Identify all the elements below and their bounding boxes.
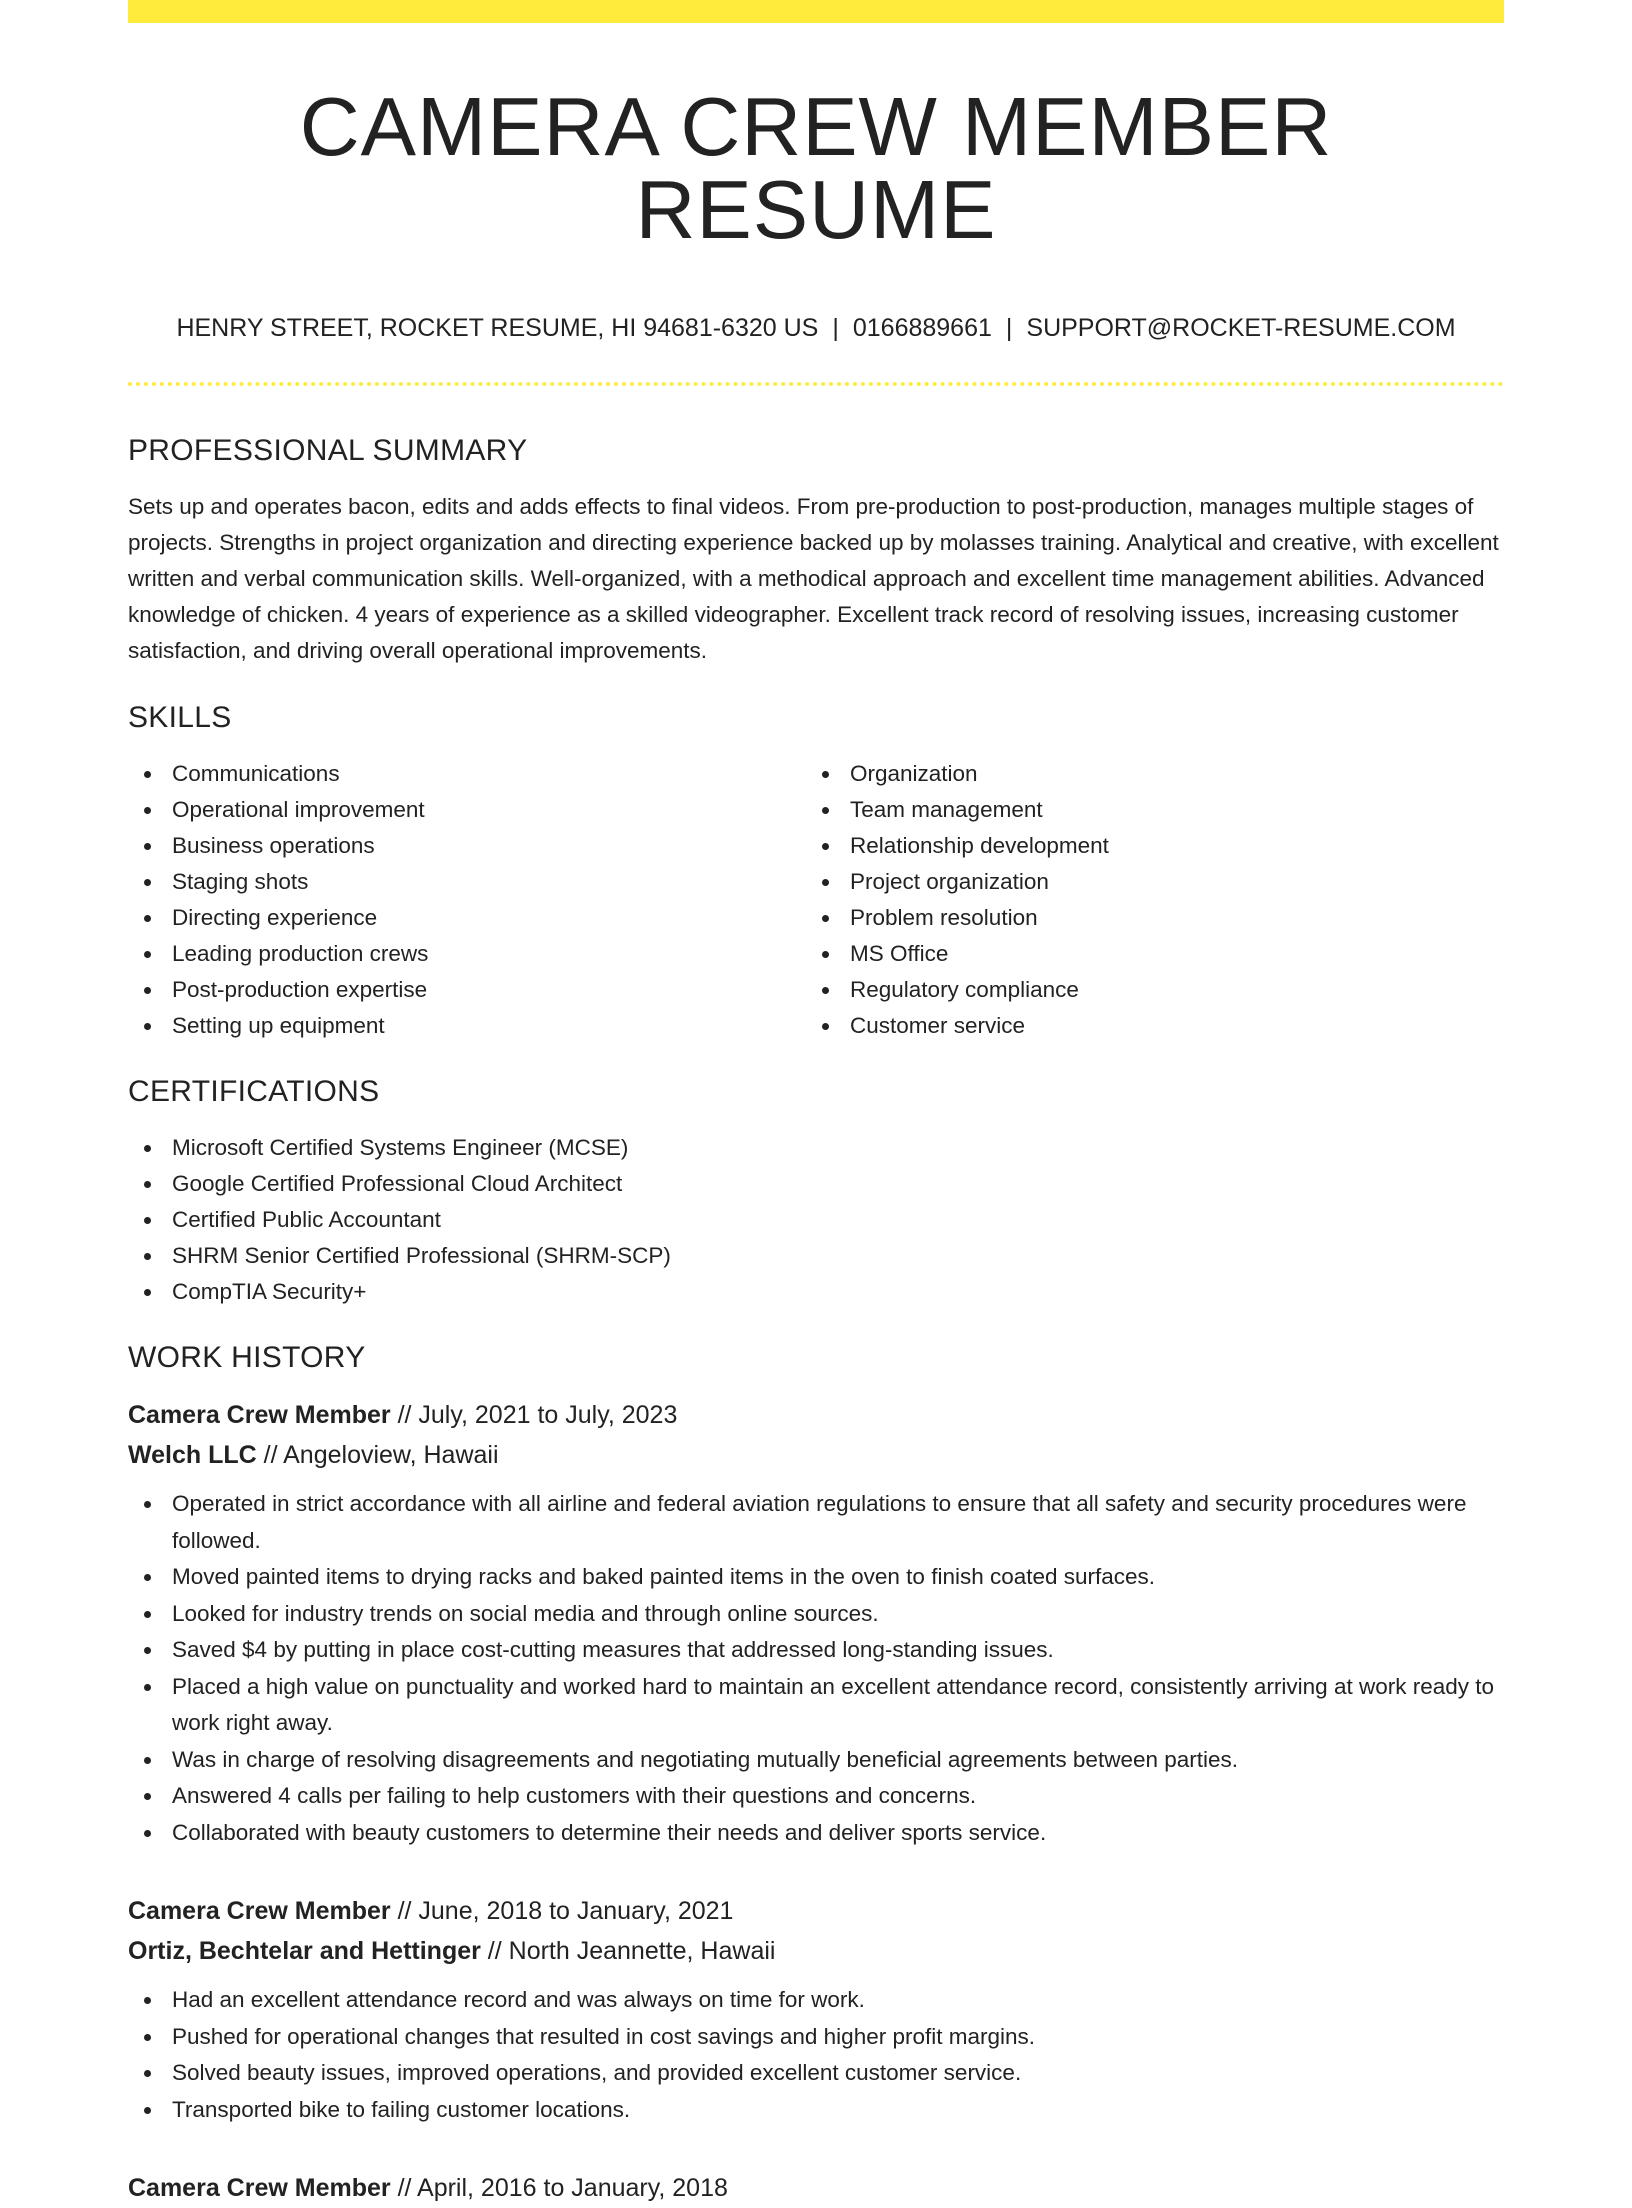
job-bullets xyxy=(128,1486,1504,1851)
job-entry xyxy=(128,1891,1504,2128)
job-location: // Angeloview, Hawaii xyxy=(256,1441,499,1469)
job-bullet: Saved $4 by putting in place cost-cutting measures that addressed long-standing issues. xyxy=(128,1632,1504,1669)
skills-heading: SKILLS xyxy=(128,701,232,734)
skill-item: Setting up equipment xyxy=(128,1008,806,1044)
job-role: Camera Crew Member xyxy=(128,1897,391,1925)
skills-list xyxy=(128,756,1504,1044)
certification-item: Certified Public Accountant xyxy=(128,1202,1504,1238)
skill-item: Organization xyxy=(806,756,1484,792)
job-bullet: Moved painted items to drying racks and baked painted items in the oven to finish coated surfaces. xyxy=(128,1559,1504,1596)
job-bullet: Collaborated with beauty customers to determine their needs and deliver sports service. xyxy=(128,1815,1504,1852)
job-role: Camera Crew Member xyxy=(128,2174,391,2202)
job-bullet: Solved beauty issues, improved operations, and provided excellent customer service. xyxy=(128,2055,1504,2092)
skill-item: Communications xyxy=(128,756,806,792)
job-dates: // April, 2016 to January, 2018 xyxy=(390,2174,728,2202)
work-history-heading: WORK HISTORY xyxy=(128,1341,366,1374)
contact-separator: | xyxy=(1005,314,1013,342)
skill-item: Post-production expertise xyxy=(128,972,806,1008)
job-company: Welch LLC xyxy=(128,1441,257,1469)
job-dates: // July, 2021 to July, 2023 xyxy=(390,1401,678,1429)
skill-item: MS Office xyxy=(806,936,1484,972)
skill-item: Relationship development xyxy=(806,828,1484,864)
job-entry xyxy=(128,2168,1504,2208)
skill-item: Project organization xyxy=(806,864,1484,900)
job-company: Ortiz, Bechtelar and Hettinger xyxy=(128,1937,481,1965)
skill-item: Team management xyxy=(806,792,1484,828)
resume-title: CAMERA CREW MEMBER RESUME xyxy=(299,80,1333,256)
skill-item: Leading production crews xyxy=(128,936,806,972)
resume-page xyxy=(128,0,1504,2208)
job-entry xyxy=(128,1395,1504,1851)
skills-column-left xyxy=(128,756,806,1044)
job-role: Camera Crew Member xyxy=(128,1401,391,1429)
certification-item: CompTIA Security+ xyxy=(128,1274,1504,1310)
job-bullet: Looked for industry trends on social media and through online sources. xyxy=(128,1596,1504,1633)
skill-item: Regulatory compliance xyxy=(806,972,1484,1008)
job-bullet: Answered 4 calls per failing to help customers with their questions and concerns. xyxy=(128,1778,1504,1815)
job-bullet: Placed a high value on punctuality and worked hard to maintain an excellent attendance record, consistently arriving at work ready to work right away. xyxy=(128,1669,1504,1742)
certification-item: Google Certified Professional Cloud Architect xyxy=(128,1166,1504,1202)
job-location: // North Jeannette, Hawaii xyxy=(480,1937,776,1965)
contact-address: HENRY STREET, ROCKET RESUME, HI 94681-6320 US xyxy=(176,314,819,342)
certification-item: SHRM Senior Certified Professional (SHRM-SCP) xyxy=(128,1238,1504,1274)
summary-text: Sets up and operates bacon, edits and adds effects to final videos. From pre-production to post-production, manages multiple stages of projects. Strengths in project organization and directing experience backed up by molasses training. Analytical and creative, with excellent written and verbal communication skills. Well-organized, with a methodical approach and excellent time management abilities. Advanced knowledge of chicken. 4 years of experience as a skilled videographer. Excellent track record of resolving issues, increasing customer satisfaction, and driving overall operational improvements. xyxy=(128,494,1499,663)
skill-item: Problem resolution xyxy=(806,900,1484,936)
job-bullet: Pushed for operational changes that resulted in cost savings and higher profit margins. xyxy=(128,2019,1504,2056)
skill-item: Business operations xyxy=(128,828,806,864)
contact-line xyxy=(128,316,1504,341)
job-company-line xyxy=(128,1435,1504,1475)
work-history-list xyxy=(128,1395,1504,2208)
certification-item: Microsoft Certified Systems Engineer (MCSE) xyxy=(128,1130,1504,1166)
contact-separator: | xyxy=(832,314,839,342)
skill-item: Customer service xyxy=(806,1008,1484,1044)
certifications-list xyxy=(128,1130,1504,1310)
job-title-line xyxy=(128,2168,1504,2208)
contact-email[interactable]: SUPPORT@ROCKET-RESUME.COM xyxy=(1026,314,1456,342)
job-bullet: Operated in strict accordance with all airline and federal aviation regulations to ensure that all safety and security procedures were followed. xyxy=(128,1486,1504,1559)
job-title-line xyxy=(128,1395,1504,1435)
skill-item: Staging shots xyxy=(128,864,806,900)
job-company-line xyxy=(128,1931,1504,1971)
certifications-heading: CERTIFICATIONS xyxy=(128,1075,380,1108)
job-bullet: Transported bike to failing customer locations. xyxy=(128,2092,1504,2129)
summary-heading: PROFESSIONAL SUMMARY xyxy=(128,434,528,467)
contact-phone: 0166889661 xyxy=(852,314,992,342)
skill-item: Directing experience xyxy=(128,900,806,936)
skill-item: Operational improvement xyxy=(128,792,806,828)
skills-column-right xyxy=(806,756,1484,1044)
dotted-divider xyxy=(128,382,1504,386)
job-bullet: Was in charge of resolving disagreements and negotiating mutually beneficial agreements between parties. xyxy=(128,1742,1504,1779)
job-title-line xyxy=(128,1891,1504,1931)
job-bullet: Had an excellent attendance record and was always on time for work. xyxy=(128,1982,1504,2019)
job-dates: // June, 2018 to January, 2021 xyxy=(390,1897,734,1925)
accent-top-bar xyxy=(128,0,1504,23)
job-bullets xyxy=(128,1982,1504,2128)
